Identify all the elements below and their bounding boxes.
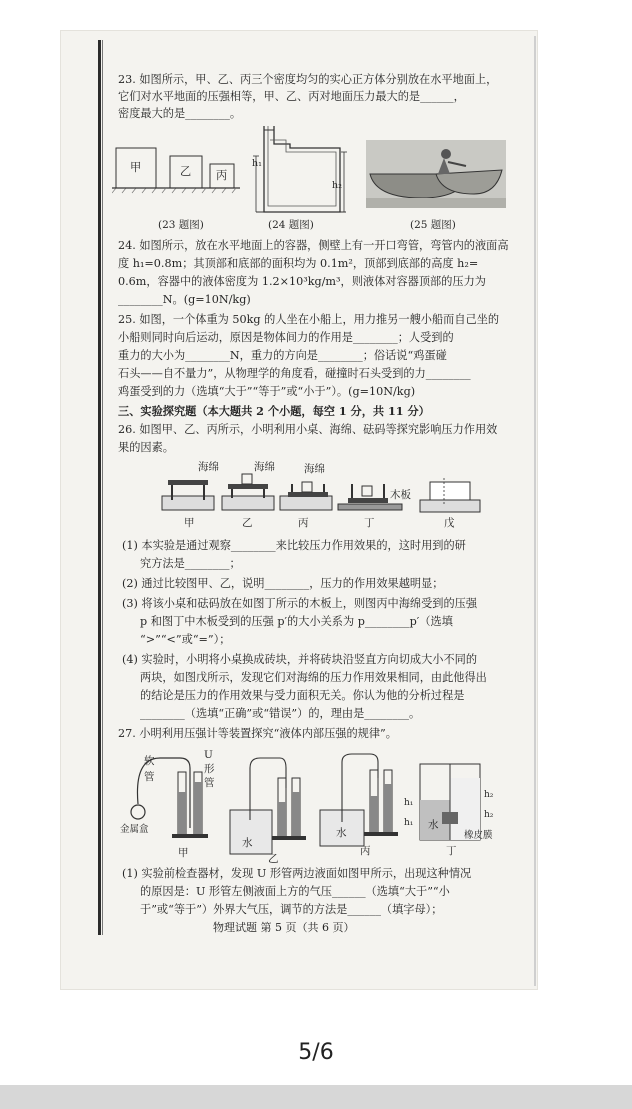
fig23-label-yi: 乙 <box>180 165 192 178</box>
fig27-label-h1-left: h₁ <box>404 798 414 808</box>
section-3-heading: 三、实验探究题（本大题共 2 个小题，每空 1 分，共 11 分） <box>118 404 430 418</box>
q25-line-5: 鸡蛋受到的力（选填“大于”“等于”或“小于”）。(g=10N/kg) <box>118 385 416 398</box>
q25-line-3: 重力的大小为________N，重力的方向是________；俗话说“鸡蛋碰 <box>118 349 447 362</box>
fig27-label-probe: 金属盒 <box>120 824 149 835</box>
q26-part1-a: (1) 本实验是通过观察________来比较压力作用效果的，这时用到的研 <box>122 539 466 552</box>
q23-line-2: 它们对水平地面的压强相等，甲、乙、丙对地面压力最大的是______， <box>118 90 465 103</box>
q27-line-1: 27. 小明利用压强计等装置探究“液体内部压强的规律”。 <box>118 727 397 740</box>
fig27-label-h2-right: h₂ <box>484 790 494 800</box>
page-indicator: 5/6 <box>298 1040 334 1065</box>
fig23-caption: (23 题图) <box>158 219 204 231</box>
q24-line-3: 0.6m，容器中的液体密度为 1.2×10³kg/m³，则液体对容器顶部的压力为 <box>118 275 486 288</box>
q23-line-1: 23. 如图所示，甲、乙、丙三个密度均匀的实心正方体分别放在水平地面上， <box>118 73 498 86</box>
q27-part1-c: 于”或“等于”）外界大气压，调节的方法是______（填字母）； <box>140 903 443 916</box>
fig24-h2: h₂ <box>332 180 342 191</box>
fig27-panel-jia: 甲 <box>178 847 189 859</box>
q26-part4-d: ________（选填“正确”或“错误”）的，理由是________。 <box>140 707 421 720</box>
figure-23 <box>112 140 242 212</box>
fig26-panel-jia: 甲 <box>184 517 195 529</box>
q26-part4-c: 的结论是压力的作用效果与受力面积无关。你认为他的分析过程是 <box>140 689 465 702</box>
q24-line-1: 24. 如图所示，放在水平地面上的容器，侧壁上有一开口弯管，弯管内的液面高 <box>118 239 509 252</box>
page-footer: 物理试题 第 5 页（共 6 页） <box>213 921 355 934</box>
q26-part4-a: (4) 实验时，小明将小桌换成砖块，并将砖块沿竖直方向切成大小不同的 <box>122 653 478 666</box>
fig27-panel-bing: 丙 <box>360 845 371 857</box>
fig26-label-board: 木板 <box>390 489 411 501</box>
fig27-label-tube: 管 <box>144 771 155 783</box>
page-edge-line <box>534 36 536 986</box>
q26-part3-b: p 和图丁中木板受到的压强 p′的大小关系为 p________p′（选填 <box>140 615 453 628</box>
figure-24 <box>250 116 350 218</box>
q26-part3-c: “>”“<”或“=”）； <box>140 633 231 646</box>
fig26-panel-bing: 丙 <box>298 517 309 529</box>
fig26-panel-wu: 戊 <box>444 517 455 529</box>
q25-line-2: 小船则同时向后运动，原因是物体间力的作用是________；人受到的 <box>118 331 454 344</box>
q26-part2: (2) 通过比较图甲、乙，说明________，压力的作用效果越明显； <box>122 577 444 590</box>
fig23-label-bing: 丙 <box>216 169 228 182</box>
fig27-label-membrane: 橡皮膜 <box>464 830 493 841</box>
fig27-label-water-2: 水 <box>336 827 347 839</box>
fig27-panel-ding: 丁 <box>446 845 457 857</box>
fig27-label-pipe: 管 <box>204 777 215 789</box>
fig27-label-h2-lower: h₂ <box>484 810 494 820</box>
q24-line-4: ________N。(g=10N/kg) <box>118 293 251 306</box>
q26-part1-b: 究方法是________； <box>140 557 241 570</box>
fig27-label-water-3: 水 <box>428 819 439 831</box>
fig27-label-shape: 形 <box>204 763 215 775</box>
fig27-label-soft: 软 <box>144 755 155 767</box>
figure-27 <box>120 748 510 864</box>
figure-26 <box>158 458 508 534</box>
q27-part1-b: 的原因是：U 形管左侧液面上方的气压______（选填“大于”“小 <box>140 885 450 898</box>
q24-line-2: 度 h₁=0.8m；其顶部和底部的面积均为 0.1m²，顶部到底部的高度 h₂= <box>118 257 479 270</box>
q27-part1-a: (1) 实验前检查器材，发现 U 形管两边液面如图甲所示，出现这种情况 <box>122 867 472 880</box>
q26-line-2: 果的因素。 <box>118 441 174 454</box>
q25-line-1: 25. 如图，一个体重为 50kg 的人坐在小船上，用力推另一艘小船而自己坐的 <box>118 313 500 326</box>
fig26-label-sponge-3: 海绵 <box>304 463 325 475</box>
fig24-caption: (24 题图) <box>268 219 314 231</box>
binding-line <box>98 40 101 935</box>
q26-part3-a: (3) 将该小桌和砝码放在如图丁所示的木板上，则图丙中海绵受到的压强 <box>122 597 478 610</box>
fig23-label-jia: 甲 <box>130 161 142 174</box>
fig27-panel-yi: 乙 <box>268 853 279 865</box>
fig26-label-sponge-2: 海绵 <box>254 461 275 473</box>
q23-line-3: 密度最大的是________。 <box>118 107 242 120</box>
q26-part4-b: 两块，如图戊所示，发现它们对海绵的压力作用效果相同，由此他得出 <box>140 671 487 684</box>
fig27-label-water-1: 水 <box>242 837 253 849</box>
fig24-h1: h₁ <box>252 158 262 169</box>
fig27-label-h1-lower: h₁ <box>404 818 414 828</box>
bottom-bar <box>0 1085 632 1109</box>
fig26-label-sponge-1: 海绵 <box>198 461 219 473</box>
binding-line-shadow <box>102 40 103 935</box>
fig27-label-u: U <box>204 749 213 761</box>
fig25-caption: (25 题图) <box>410 219 456 231</box>
fig26-panel-yi: 乙 <box>242 517 253 529</box>
q25-line-4: 石头——自不量力”，从物理学的角度看，碰撞时石头受到的力________ <box>118 367 471 380</box>
fig26-panel-ding: 丁 <box>364 517 375 529</box>
q26-line-1: 26. 如图甲、乙、丙所示，小明利用小桌、海绵、砝码等探究影响压力作用效 <box>118 423 498 436</box>
figure-25 <box>366 140 506 208</box>
